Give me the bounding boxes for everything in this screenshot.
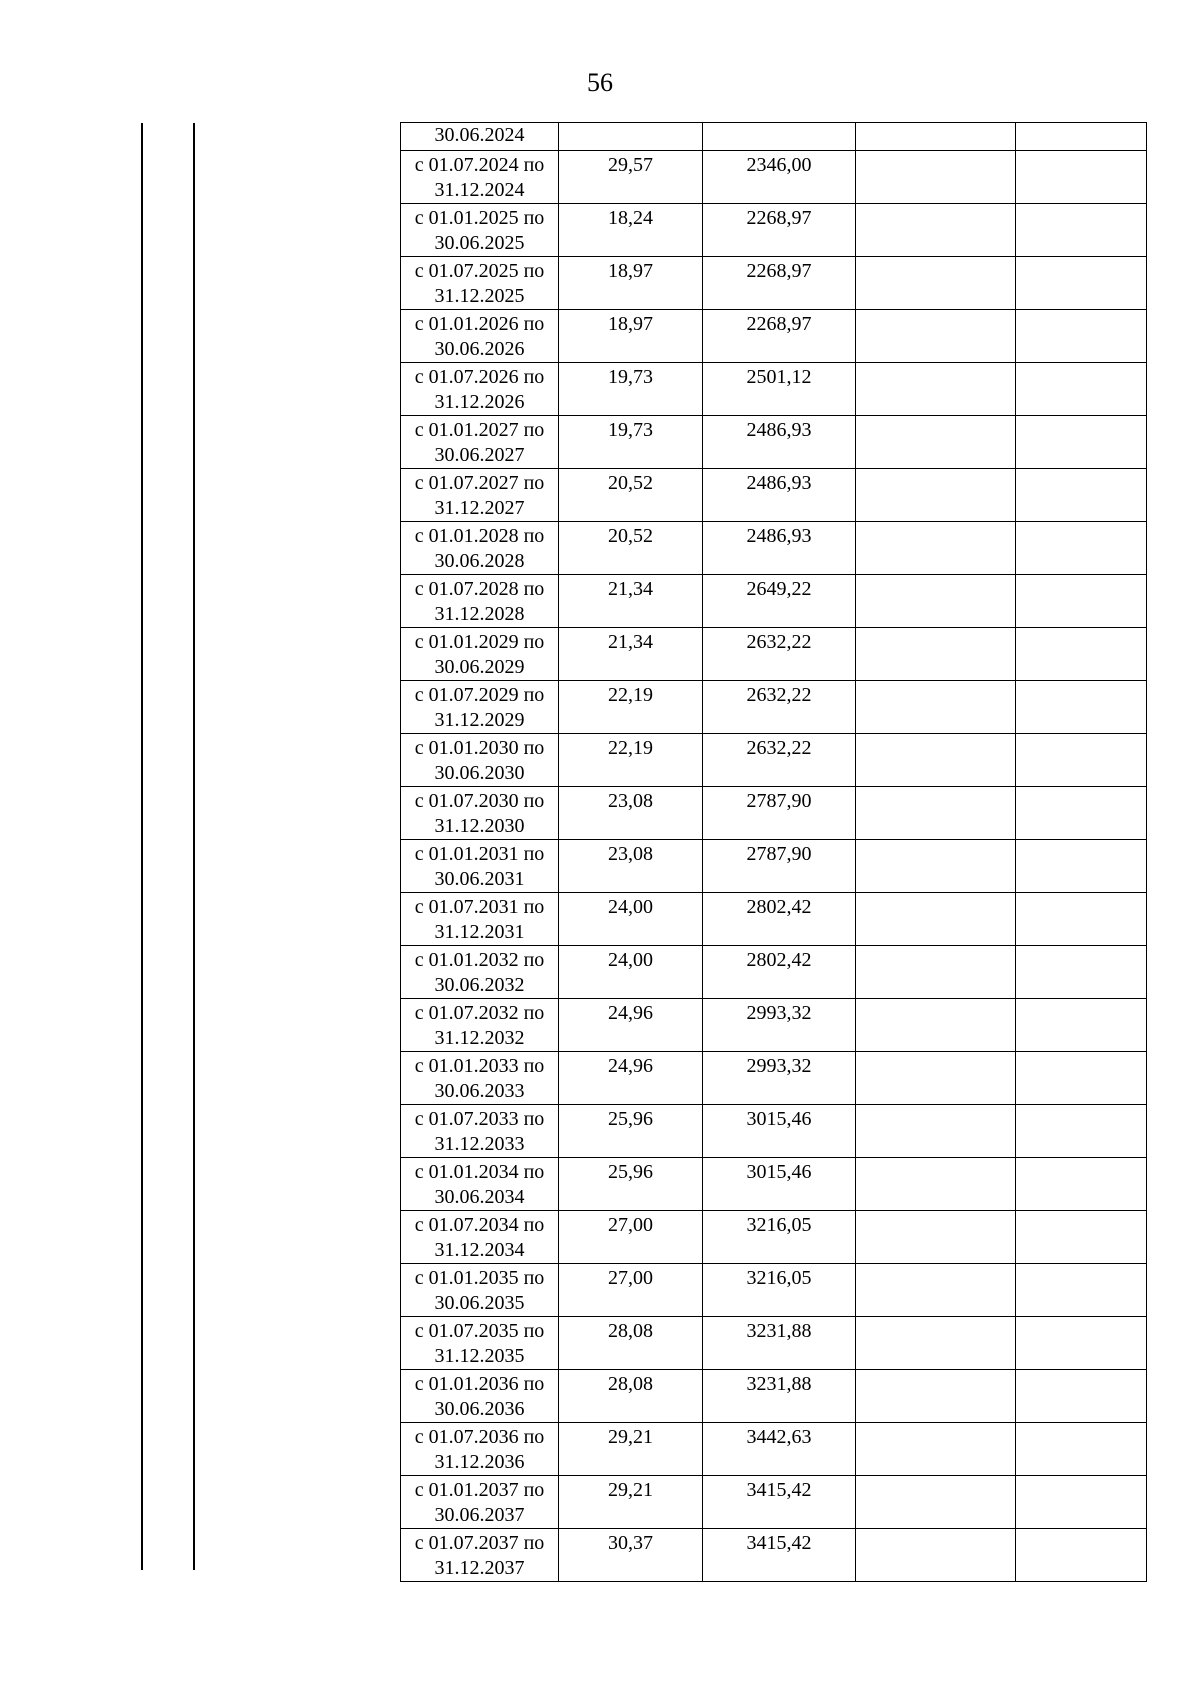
empty-cell — [1016, 681, 1147, 734]
rate-cell — [559, 1423, 703, 1476]
table-row — [401, 893, 1147, 946]
period-cell — [401, 204, 559, 257]
rate-cell — [559, 840, 703, 893]
empty-cell — [1016, 999, 1147, 1052]
period-to: 31.12.2029 — [434, 709, 525, 731]
empty-cell — [1016, 151, 1147, 204]
price-value: 3415,42 — [746, 1532, 812, 1554]
rate-cell — [559, 628, 703, 681]
period-to: 31.12.2030 — [434, 815, 525, 837]
period-to: 31.12.2031 — [434, 921, 525, 943]
rate-cell — [559, 1211, 703, 1264]
rate-value: 29,21 — [608, 1426, 653, 1448]
period-from: с 01.07.2027 по — [414, 472, 545, 494]
period-cell — [401, 946, 559, 999]
empty-cell — [856, 416, 1016, 469]
empty-cell — [856, 1476, 1016, 1529]
rate-cell — [559, 946, 703, 999]
empty-cell — [1016, 204, 1147, 257]
rate-value: 18,97 — [608, 313, 653, 335]
rate-value: 24,00 — [608, 896, 653, 918]
period-from: с 01.01.2031 по — [414, 843, 545, 865]
rate-cell — [559, 151, 703, 204]
table-row — [401, 1105, 1147, 1158]
price-value: 2268,97 — [746, 207, 812, 229]
table-row — [401, 840, 1147, 893]
price-cell — [703, 522, 856, 575]
rate-cell — [559, 310, 703, 363]
empty-cell — [1016, 787, 1147, 840]
period-from: с 01.07.2026 по — [414, 366, 545, 388]
period-cell — [401, 1105, 559, 1158]
price-cell — [703, 1476, 856, 1529]
price-value: 2346,00 — [746, 154, 812, 176]
price-value: 2268,97 — [746, 260, 812, 282]
empty-cell — [1016, 469, 1147, 522]
rate-value: 20,52 — [608, 525, 653, 547]
empty-cell — [856, 204, 1016, 257]
period-cell — [401, 1211, 559, 1264]
price-cell — [703, 1052, 856, 1105]
empty-cell — [1016, 363, 1147, 416]
period-from: с 01.01.2027 по — [414, 419, 545, 441]
price-cell — [703, 840, 856, 893]
period-from: с 01.01.2028 по — [414, 525, 545, 547]
period-from: с 01.07.2025 по — [414, 260, 545, 282]
period-to: 31.12.2024 — [434, 179, 525, 201]
empty-cell — [1016, 734, 1147, 787]
price-cell — [703, 310, 856, 363]
price-value: 2787,90 — [746, 843, 812, 865]
price-cell — [703, 123, 856, 151]
price-cell — [703, 575, 856, 628]
price-cell — [703, 1529, 856, 1582]
price-value: 3216,05 — [746, 1214, 812, 1236]
price-cell — [703, 681, 856, 734]
price-value: 3415,42 — [746, 1479, 812, 1501]
table-row — [401, 787, 1147, 840]
empty-cell — [856, 628, 1016, 681]
period-to: 31.12.2028 — [434, 603, 525, 625]
left-table-border — [141, 123, 143, 1570]
empty-cell — [856, 840, 1016, 893]
tariff-table-body — [401, 123, 1147, 1582]
period-from: с 01.01.2033 по — [414, 1055, 545, 1077]
period-cell — [401, 1529, 559, 1582]
period-to: 30.06.2030 — [434, 762, 525, 784]
price-cell — [703, 1317, 856, 1370]
period-to: 30.06.2033 — [434, 1080, 525, 1102]
rate-cell — [559, 1264, 703, 1317]
price-value: 2268,97 — [746, 313, 812, 335]
price-cell — [703, 946, 856, 999]
rate-value: 30,37 — [608, 1532, 653, 1554]
empty-cell — [1016, 1317, 1147, 1370]
tariff-table — [400, 122, 1147, 1582]
price-value: 2632,22 — [746, 631, 812, 653]
empty-cell — [1016, 1423, 1147, 1476]
rate-value: 21,34 — [608, 578, 653, 600]
empty-cell — [1016, 893, 1147, 946]
period-to: 30.06.2036 — [434, 1398, 525, 1420]
price-cell — [703, 1423, 856, 1476]
rate-value: 28,08 — [608, 1320, 653, 1342]
period-from: с 01.01.2030 по — [414, 737, 545, 759]
period-cell — [401, 1370, 559, 1423]
table-row — [401, 734, 1147, 787]
price-value: 2632,22 — [746, 737, 812, 759]
period-cell — [401, 1317, 559, 1370]
period-from: с 01.07.2036 по — [414, 1426, 545, 1448]
period-from: с 01.07.2028 по — [414, 578, 545, 600]
price-cell — [703, 416, 856, 469]
price-cell — [703, 1370, 856, 1423]
rate-value: 19,73 — [608, 366, 653, 388]
period-from: с 01.01.2034 по — [414, 1161, 545, 1183]
empty-cell — [856, 575, 1016, 628]
price-cell — [703, 734, 856, 787]
period-to: 30.06.2027 — [434, 444, 525, 466]
rate-cell — [559, 1476, 703, 1529]
rate-cell — [559, 204, 703, 257]
period-cell — [401, 257, 559, 310]
table-row — [401, 1423, 1147, 1476]
price-value: 2787,90 — [746, 790, 812, 812]
price-value: 3015,46 — [746, 1161, 812, 1183]
price-cell — [703, 1158, 856, 1211]
price-cell — [703, 1105, 856, 1158]
period-from: с 01.07.2024 по — [414, 154, 545, 176]
empty-cell — [1016, 1529, 1147, 1582]
period-cell — [401, 840, 559, 893]
period-to: 30.06.2029 — [434, 656, 525, 678]
price-value: 2632,22 — [746, 684, 812, 706]
rate-cell — [559, 1052, 703, 1105]
empty-cell — [856, 1423, 1016, 1476]
period-cell — [401, 310, 559, 363]
price-value: 2486,93 — [746, 419, 812, 441]
rate-value: 22,19 — [608, 684, 653, 706]
empty-cell — [1016, 257, 1147, 310]
period-from: с 01.01.2035 по — [414, 1267, 545, 1289]
rate-cell — [559, 123, 703, 151]
table-row — [401, 416, 1147, 469]
empty-cell — [856, 1105, 1016, 1158]
period-cell — [401, 151, 559, 204]
period-to: 30.06.2028 — [434, 550, 525, 572]
rate-cell — [559, 893, 703, 946]
left-table-column-divider — [193, 123, 195, 1570]
period-to: 31.12.2034 — [434, 1239, 525, 1261]
empty-cell — [856, 151, 1016, 204]
table-row — [401, 151, 1147, 204]
rate-cell — [559, 734, 703, 787]
empty-cell — [856, 1052, 1016, 1105]
price-cell — [703, 151, 856, 204]
period-from: с 01.07.2033 по — [414, 1108, 545, 1130]
table-row — [401, 946, 1147, 999]
empty-cell — [1016, 310, 1147, 363]
period-to: 30.06.2025 — [434, 232, 525, 254]
period-cell — [401, 469, 559, 522]
rate-cell — [559, 1317, 703, 1370]
rate-value: 22,19 — [608, 737, 653, 759]
rate-value: 23,08 — [608, 843, 653, 865]
page-number: 56 — [587, 68, 613, 97]
period-from: с 01.01.2026 по — [414, 313, 545, 335]
table-row — [401, 1317, 1147, 1370]
empty-cell — [856, 310, 1016, 363]
price-cell — [703, 787, 856, 840]
period-from: с 01.07.2035 по — [414, 1320, 545, 1342]
period-cell — [401, 1158, 559, 1211]
table-row — [401, 1158, 1147, 1211]
price-cell — [703, 893, 856, 946]
table-row — [401, 1529, 1147, 1582]
price-value: 2486,93 — [746, 525, 812, 547]
empty-cell — [856, 1529, 1016, 1582]
period-to: 31.12.2033 — [434, 1133, 525, 1155]
table-row — [401, 310, 1147, 363]
table-row — [401, 1264, 1147, 1317]
period-to: 30.06.2026 — [434, 338, 525, 360]
empty-cell — [856, 363, 1016, 416]
table-row — [401, 628, 1147, 681]
empty-cell — [856, 469, 1016, 522]
empty-cell — [856, 1317, 1016, 1370]
period-to: 30.06.2035 — [434, 1292, 525, 1314]
rate-cell — [559, 1529, 703, 1582]
empty-cell — [856, 734, 1016, 787]
empty-cell — [856, 1158, 1016, 1211]
table-row — [401, 1052, 1147, 1105]
price-cell — [703, 999, 856, 1052]
price-value: 3231,88 — [746, 1373, 812, 1395]
period-from: с 01.01.2025 по — [414, 207, 545, 229]
period-end: 30.06.2024 — [434, 124, 525, 146]
period-cell — [401, 522, 559, 575]
rate-value: 18,97 — [608, 260, 653, 282]
price-value: 2993,32 — [746, 1002, 812, 1024]
period-cell — [401, 893, 559, 946]
rate-value: 23,08 — [608, 790, 653, 812]
empty-cell — [1016, 1105, 1147, 1158]
period-cell — [401, 1052, 559, 1105]
price-value: 3015,46 — [746, 1108, 812, 1130]
rate-cell — [559, 257, 703, 310]
rate-value: 27,00 — [608, 1267, 653, 1289]
period-from: с 01.01.2036 по — [414, 1373, 545, 1395]
table-row — [401, 469, 1147, 522]
rate-cell — [559, 681, 703, 734]
period-to: 31.12.2026 — [434, 391, 525, 413]
rate-value: 29,21 — [608, 1479, 653, 1501]
rate-cell — [559, 1105, 703, 1158]
empty-cell — [856, 1211, 1016, 1264]
rate-value: 24,96 — [608, 1055, 653, 1077]
empty-cell — [1016, 416, 1147, 469]
rate-value: 24,96 — [608, 1002, 653, 1024]
rate-value: 29,57 — [608, 154, 653, 176]
period-cell — [401, 628, 559, 681]
period-from: с 01.07.2037 по — [414, 1532, 545, 1554]
table-row — [401, 522, 1147, 575]
empty-cell — [856, 999, 1016, 1052]
rate-value: 25,96 — [608, 1161, 653, 1183]
empty-cell — [856, 123, 1016, 151]
empty-cell — [856, 893, 1016, 946]
table-row — [401, 204, 1147, 257]
empty-cell — [1016, 522, 1147, 575]
rate-cell — [559, 363, 703, 416]
empty-cell — [856, 257, 1016, 310]
price-value: 3442,63 — [746, 1426, 812, 1448]
rate-cell — [559, 999, 703, 1052]
empty-cell — [856, 522, 1016, 575]
empty-cell — [856, 1264, 1016, 1317]
rate-value: 21,34 — [608, 631, 653, 653]
empty-cell — [1016, 1370, 1147, 1423]
price-cell — [703, 204, 856, 257]
price-cell — [703, 628, 856, 681]
period-from: с 01.07.2032 по — [414, 1002, 545, 1024]
price-cell — [703, 257, 856, 310]
period-cell — [401, 1423, 559, 1476]
period-from: с 01.07.2030 по — [414, 790, 545, 812]
price-value: 3231,88 — [746, 1320, 812, 1342]
period-cell — [401, 416, 559, 469]
price-value: 3216,05 — [746, 1267, 812, 1289]
empty-cell — [856, 1370, 1016, 1423]
period-to: 31.12.2036 — [434, 1451, 525, 1473]
period-cell — [401, 787, 559, 840]
period-cell — [401, 363, 559, 416]
price-value: 2501,12 — [746, 366, 812, 388]
table-row — [401, 257, 1147, 310]
empty-cell — [1016, 575, 1147, 628]
period-cell — [401, 123, 559, 151]
period-from: с 01.07.2029 по — [414, 684, 545, 706]
table-row — [401, 363, 1147, 416]
rate-cell — [559, 522, 703, 575]
rate-cell — [559, 575, 703, 628]
rate-value: 20,52 — [608, 472, 653, 494]
empty-cell — [1016, 946, 1147, 999]
empty-cell — [1016, 1476, 1147, 1529]
price-cell — [703, 1211, 856, 1264]
period-to: 30.06.2031 — [434, 868, 525, 890]
empty-cell — [1016, 123, 1147, 151]
empty-cell — [1016, 1211, 1147, 1264]
price-cell — [703, 363, 856, 416]
period-cell — [401, 734, 559, 787]
period-from: с 01.01.2029 по — [414, 631, 545, 653]
rate-cell — [559, 1158, 703, 1211]
period-cell — [401, 575, 559, 628]
rate-cell — [559, 469, 703, 522]
rate-cell — [559, 416, 703, 469]
rate-value: 27,00 — [608, 1214, 653, 1236]
rate-value: 19,73 — [608, 419, 653, 441]
empty-cell — [856, 946, 1016, 999]
rate-cell — [559, 1370, 703, 1423]
empty-cell — [1016, 840, 1147, 893]
price-value: 2486,93 — [746, 472, 812, 494]
period-to: 31.12.2037 — [434, 1557, 525, 1579]
period-to: 31.12.2035 — [434, 1345, 525, 1367]
table-row — [401, 123, 1147, 151]
table-row — [401, 681, 1147, 734]
empty-cell — [1016, 1052, 1147, 1105]
period-cell — [401, 1264, 559, 1317]
empty-cell — [856, 787, 1016, 840]
rate-value: 25,96 — [608, 1108, 653, 1130]
table-row — [401, 999, 1147, 1052]
table-row — [401, 575, 1147, 628]
period-to: 31.12.2025 — [434, 285, 525, 307]
period-cell — [401, 999, 559, 1052]
empty-cell — [1016, 1158, 1147, 1211]
price-value: 2802,42 — [746, 896, 812, 918]
table-row — [401, 1476, 1147, 1529]
period-to: 30.06.2032 — [434, 974, 525, 996]
price-cell — [703, 469, 856, 522]
empty-cell — [856, 681, 1016, 734]
period-from: с 01.01.2037 по — [414, 1479, 545, 1501]
price-value: 2993,32 — [746, 1055, 812, 1077]
rate-value: 24,00 — [608, 949, 653, 971]
period-to: 31.12.2032 — [434, 1027, 525, 1049]
table-row — [401, 1211, 1147, 1264]
period-cell — [401, 1476, 559, 1529]
period-to: 30.06.2034 — [434, 1186, 525, 1208]
rate-value: 18,24 — [608, 207, 653, 229]
table-row — [401, 1370, 1147, 1423]
period-to: 30.06.2037 — [434, 1504, 525, 1526]
period-from: с 01.01.2032 по — [414, 949, 545, 971]
price-value: 2649,22 — [746, 578, 812, 600]
period-from: с 01.07.2031 по — [414, 896, 545, 918]
period-from: с 01.07.2034 по — [414, 1214, 545, 1236]
empty-cell — [1016, 1264, 1147, 1317]
period-to: 31.12.2027 — [434, 497, 525, 519]
empty-cell — [1016, 628, 1147, 681]
rate-cell — [559, 787, 703, 840]
rate-value: 28,08 — [608, 1373, 653, 1395]
price-cell — [703, 1264, 856, 1317]
period-cell — [401, 681, 559, 734]
price-value: 2802,42 — [746, 949, 812, 971]
